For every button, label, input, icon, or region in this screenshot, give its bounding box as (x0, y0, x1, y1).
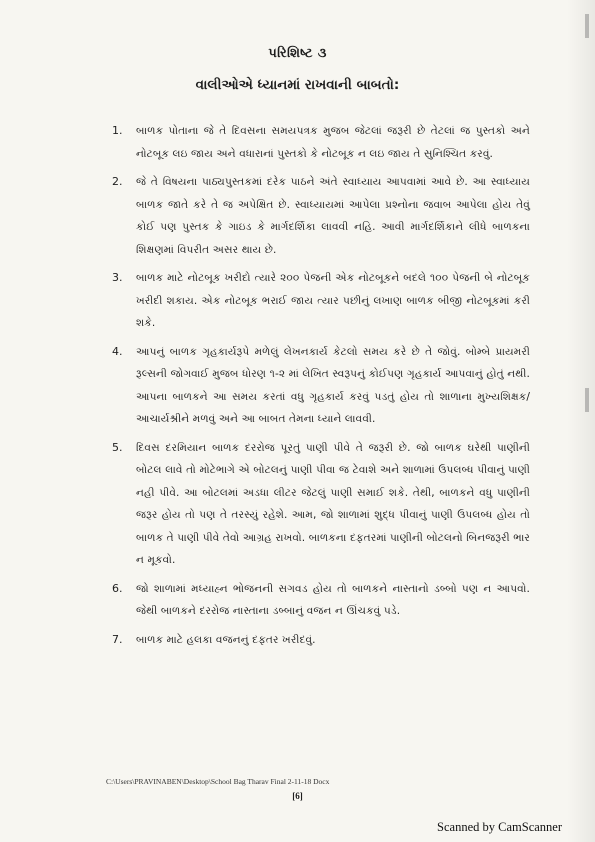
scan-mark (585, 388, 589, 412)
item-number: 5. (112, 440, 123, 454)
item-text: બાળક માટે નોટબૂક ખરીદો ત્યારે ૨૦૦ પેજની એક નોટબૂકને બદલે ૧૦૦ પેજની બે નોટબૂક ખરીદી શકાય. એક નોટબૂક ભરાઈ જાય ત્યાર પછીનું લખાણ બાળક બીજી નોટબૂકમાં કરી શકે. (136, 272, 530, 329)
list-item (112, 629, 530, 652)
item-text: આપનું બાળક ગૃહકાર્યરૂપે મળેલું લેખનકાર્ય કેટલો સમય કરે છે તે જોવું. બોમ્બે પ્રાયમરી રૂલ્સની જોગવાઈ મુજબ ધોરણ ૧-૨ માં લેખિત સ્વરૂપનું કોઈપણ ગૃહકાર્ય આપવાનું હોતું નથી. આપના બાળકને આ સમય કરતાં વધુ ગૃહકાર્ય કરવું પડતું હોય તો શાળાના મુખ્યશિક્ષક/આચાર્યશ્રીને મળવું અને આ બાબત તેમના ધ્યાને લાવવી. (136, 345, 530, 425)
item-number: 7. (112, 632, 123, 646)
item-number: 1. (112, 124, 123, 137)
item-text: દિવસ દરમિયાન બાળક દરરોજ પૂરતું પાણી પીવે તે જરૂરી છે. જો બાળક ઘરેથી પાણીની બોટલ લાવે તો મોટેભાગે એ બોટલનું પાણી પીવા જ ટેવાશે અને શાળામાં ઉપલબ્ધ પીવાનું પાણી નહી પીવે. આ બોટલમાં અડધા લીટર જેટલું પાણી સમાઈ શકે. તેથી, બાળકને વધુ પાણીની જરૂર હોય તો પણ તે તરસ્યું રહેશે. આમ, જો શાળામાં શુદ્ધ પીવાનું પાણી ઉપલબ્ધ હોય તો બાળક તે પાણી પીવે તેવો આગ્રહ રાખવો. બાળકના દફતરમાં પાણીની બોટલનો બિનજરૂરી ભાર ન મૂકવો. (136, 441, 530, 566)
scan-mark (585, 14, 589, 38)
list-item (112, 437, 530, 572)
list-item (112, 578, 530, 623)
item-text: બાળક પોતાના જે તે દિવસના સમયપત્રક મુજબ જેટલાં જરૂરી છે તેટલાં જ પુસ્તકો અને નોટબૂક લઇ જાય અને વધારાનાં પુસ્તકો કે નોટબૂક ન લઇ જાય તે સુનિશ્ચિત કરવું. (136, 125, 530, 160)
list-item (112, 171, 530, 261)
item-text: બાળક માટે હલકા વજનનું દફતર ખરીદવું. (136, 633, 316, 646)
item-number: 3. (112, 271, 123, 284)
page-title: પરિશિષ્ટ ૩ (268, 46, 327, 61)
instruction-list (112, 120, 530, 657)
item-number: 2. (112, 175, 123, 188)
item-number: 6. (112, 581, 123, 595)
list-item (112, 341, 530, 431)
item-text: જો શાળામાં મધ્યાહ્ન ભોજનની સગવડ હોય તો બાળકને નાસ્તાનો ડબ્બો પણ ન આપવો. જેથી બાળકને દરરોજ નાસ્તાના ડબ્બાનું વજન ન ઊંચકવું પડે. (136, 582, 530, 617)
scan-edge-shadow (567, 0, 595, 842)
item-text: જે તે વિષયના પાઠ્યપુસ્તકમાં દરેક પાઠને અંતે સ્વાધ્યાય આપવામાં આવે છે. આ સ્વાધ્યાય બાળક જાતે કરે તે જ અપેક્ષિત છે. સ્વાધ્યાયમાં આપેલા પ્રશ્નોના જવાબ આપેલા હોય તેવું કોઈ પણ પુસ્તક કે ગાઇડ કે માર્ગદર્શિકા લાવવી નહિ. આવી માર્ગદર્શિકાને લીધે બાળકના શિક્ષણમાં વિપરીત અસર થાય છે. (136, 176, 530, 256)
page-subtitle: વાલીઓએ ધ્યાનમાં રાખવાની બાબતો: (195, 77, 400, 93)
item-number: 4. (112, 344, 123, 358)
scanner-watermark: Scanned by CamScanner (437, 820, 562, 834)
list-item (112, 267, 530, 335)
page-number: [6] (292, 791, 303, 801)
list-item (112, 120, 530, 165)
footer-file-path: C:\Users\PRAVINABEN\Desktop\School Bag Tharav Final 2-11-18 Docx (106, 777, 330, 786)
